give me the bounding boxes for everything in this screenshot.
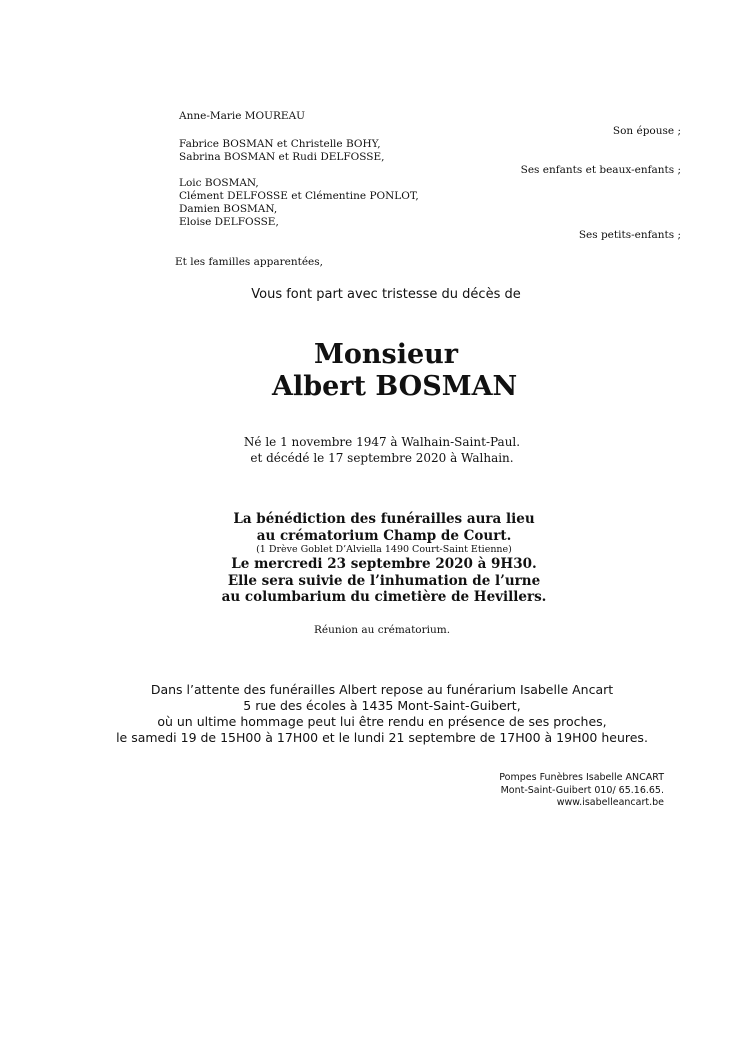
funeral-home-website: www.isabelleancart.be — [556, 797, 664, 808]
deceased-name: Albert BOSMAN — [272, 371, 518, 402]
grandchildren-role: Ses petits-enfants ; — [578, 229, 681, 241]
ceremony-address: (1 Drève Goblet D’Alviella 1490 Court-Saint Etienne) — [256, 544, 512, 555]
grandchild-line: Damien BOSMAN, — [179, 203, 278, 215]
repose-line: le samedi 19 de 15H00 à 17H00 et le lundi 21 septembre de 17H00 à 19H00 heures. — [116, 730, 648, 745]
grandchild-line: Loic BOSMAN, — [179, 177, 259, 189]
funeral-home-signature — [499, 772, 664, 810]
child-line: Sabrina BOSMAN et Rudi DELFOSSE, — [179, 151, 385, 163]
deceased-title: Monsieur — [314, 339, 459, 370]
child-line: Fabrice BOSMAN et Christelle BOHY, — [179, 138, 381, 150]
death-line: et décédé le 17 septembre 2020 à Walhain. — [250, 451, 514, 465]
ceremony-line: au columbarium du cimetière de Hevillers. — [221, 589, 547, 605]
ceremony-line: Elle sera suivie de l’inhumation de l’urne — [227, 572, 541, 589]
reunion-line: Réunion au crématorium. — [313, 624, 451, 636]
funeral-home-contact: Mont-Saint-Guibert 010/ 65.16.65. — [500, 784, 664, 796]
repose-block — [0, 682, 744, 746]
ceremony-line: La bénédiction des funérailles aura lieu — [233, 511, 535, 527]
children-role: Ses enfants et beaux-enfants ; — [520, 164, 681, 176]
ceremony-block — [0, 511, 744, 606]
relatives-line: Et les familles apparentées, — [175, 256, 323, 268]
funeral-home-name: Pompes Funèbres Isabelle ANCART — [499, 772, 664, 783]
birth-line: Né le 1 novembre 1947 à Walhain-Saint-Paul. — [243, 435, 521, 449]
repose-line: où un ultime hommage peut lui être rendu en présence de ses proches, — [157, 714, 607, 729]
ceremony-line: au crématorium Champ de Court. — [256, 527, 512, 544]
grandchild-line: Clément DELFOSSE et Clémentine PONLOT, — [179, 190, 419, 202]
ceremony-date: Le mercredi 23 septembre 2020 à 9H30. — [231, 556, 537, 572]
grandchild-line: Eloise DELFOSSE, — [179, 216, 279, 228]
spouse-role: Son épouse ; — [612, 125, 681, 137]
repose-line: Dans l’attente des funérailles Albert repose au funérarium Isabelle Ancart — [150, 682, 614, 697]
repose-line: 5 rue des écoles à 1435 Mont-Saint-Guibert, — [243, 698, 521, 713]
announcement-intro: Vous font part avec tristesse du décès de — [251, 287, 521, 302]
spouse-name: Anne-Marie MOUREAU — [179, 110, 306, 122]
